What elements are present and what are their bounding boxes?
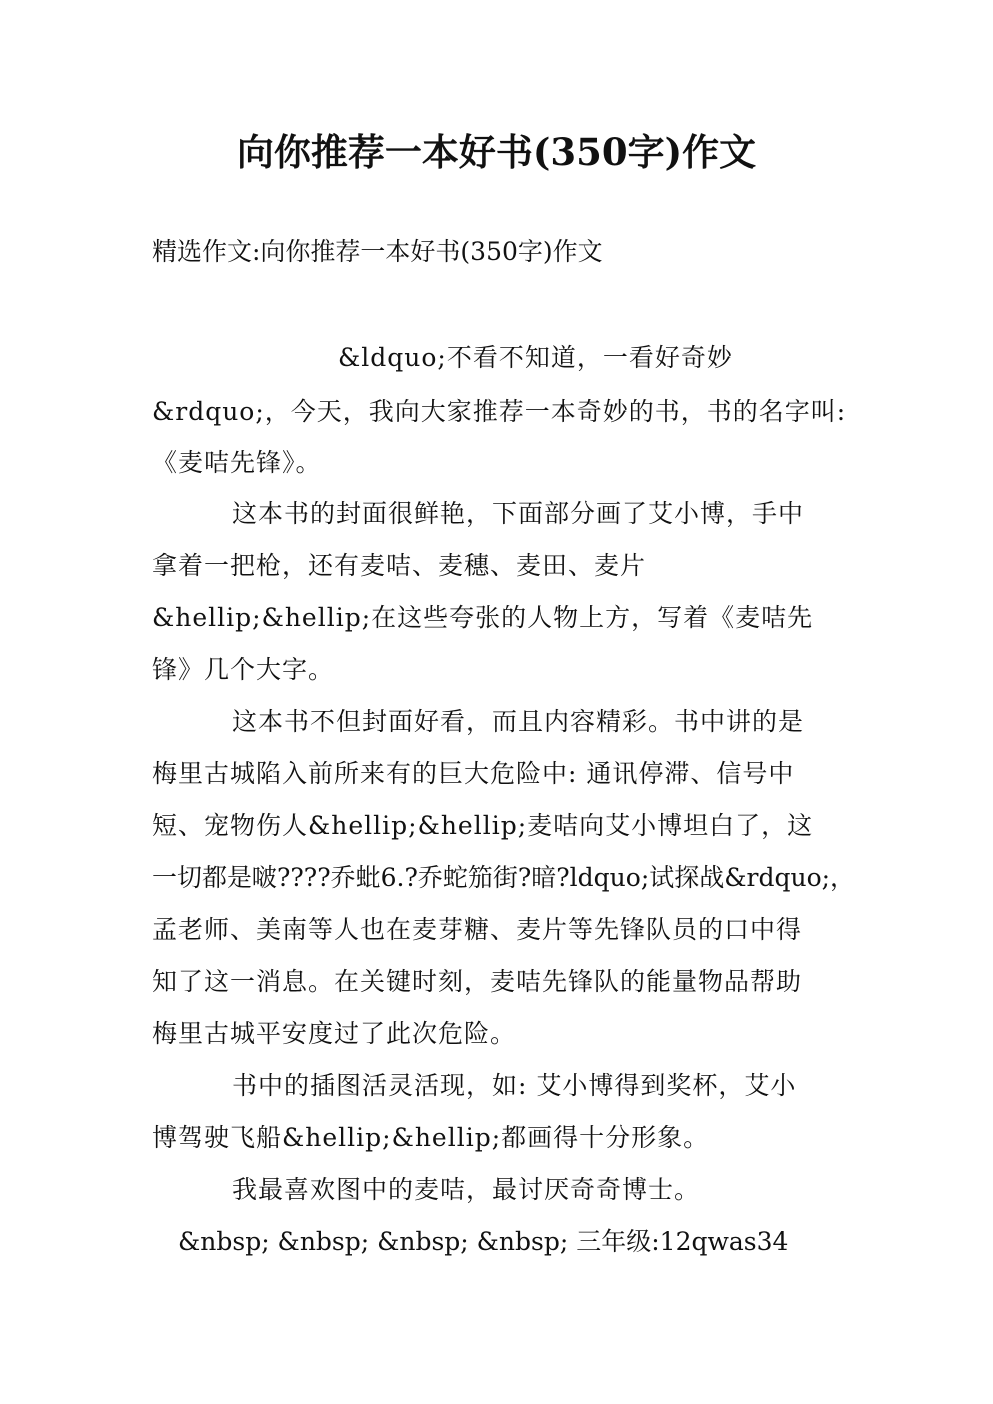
body-line: 书中的插图活灵活现，如: 艾小博得到奖杯，艾小 (232, 1071, 797, 1100)
body-line: 这本书的封面很鲜艳，下面部分画了艾小博，手中 (232, 499, 805, 528)
body-line: 我最喜欢图中的麦咭，最讨厌奇奇博士。 (232, 1175, 701, 1204)
body-line: 锋》几个大字。 (152, 655, 335, 684)
body-line: 《麦咭先锋》。 (152, 448, 322, 477)
body-line: 梅里古城平安度过了此次危险。 (152, 1019, 517, 1048)
body-line: 知了这一消息。在关键时刻，麦咭先锋队的能量物品帮助 (152, 967, 803, 996)
body-line: &hellip;&hellip;在这些夸张的人物上方，写着《麦咭先 (152, 603, 814, 632)
body-line: 这本书不但封面好看，而且内容精彩。书中讲的是 (232, 707, 805, 736)
body-line: &ldquo;不看不知道，一看好奇妙 (338, 343, 733, 372)
body-line: 一切都是啵????乔蚍6.?乔蛇笳街?暗?ldquo;试探战&rdquo;， (152, 863, 856, 892)
document-title: 向你推荐一本好书(350字)作文 (236, 130, 757, 174)
document-subtitle: 精选作文:向你推荐一本好书(350字)作文 (152, 237, 603, 266)
body-line: 博驾驶飞船&hellip;&hellip;都画得十分形象。 (152, 1123, 710, 1152)
body-line: &nbsp; &nbsp; &nbsp; &nbsp; 三年级:12qwas34 (178, 1227, 789, 1256)
body-line: 拿着一把枪，还有麦咭、麦穗、麦田、麦片 (152, 551, 647, 580)
body-line: 梅里古城陷入前所来有的巨大危险中: 通讯停滞、信号中 (152, 759, 795, 788)
body-line: 孟老师、美南等人也在麦芽糖、麦片等先锋队员的口中得 (152, 915, 803, 944)
body-line: 短、宠物伤人&hellip;&hellip;麦咭向艾小博坦白了，这 (152, 811, 814, 840)
body-line: &rdquo;，今天，我向大家推荐一本奇妙的书，书的名字叫: (152, 397, 847, 426)
